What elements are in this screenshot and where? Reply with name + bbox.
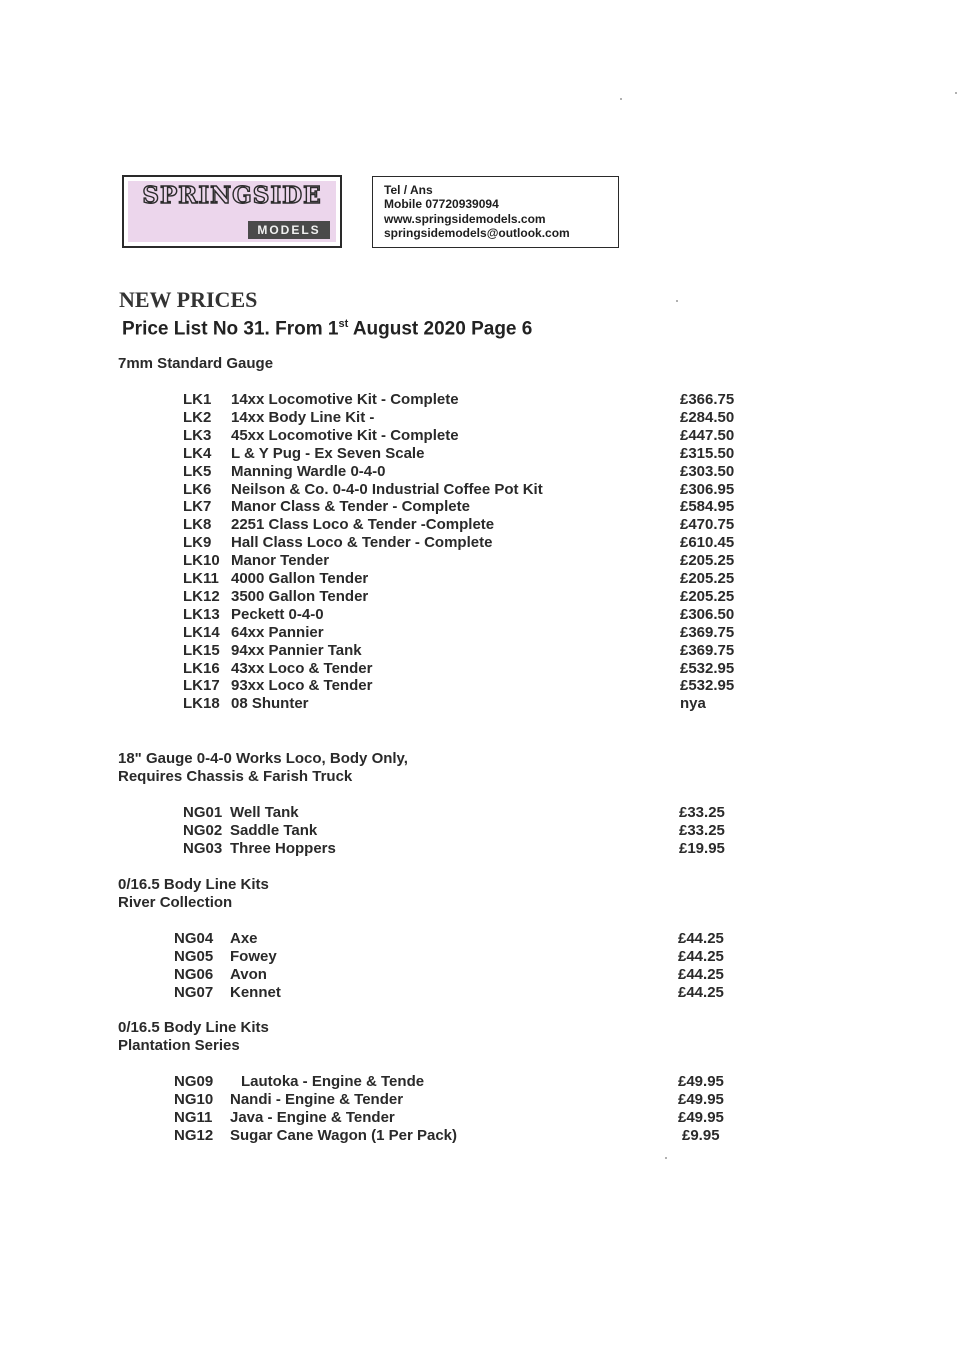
item-code: LK4 (183, 444, 212, 462)
price-row (0, 840, 980, 858)
price-row (0, 427, 980, 445)
item-price: £303.50 (680, 462, 735, 480)
logo-wordmark: SPRINGSIDE (142, 182, 322, 209)
item-price: £205.25 (680, 570, 735, 587)
item-name: 93xx Loco & Tender (231, 677, 373, 695)
item-price: £33.25 (679, 822, 725, 839)
item-code: NG11 (174, 1109, 213, 1126)
item-code: LK1 (183, 391, 212, 408)
item-name: 2251 Class Loco & Tender -Complete (231, 516, 495, 534)
item-price: £447.50 (680, 426, 735, 444)
item-name: Nandi - Engine & Tender (230, 1091, 404, 1108)
item-price: £366.75 (680, 391, 735, 408)
item-price: £610.45 (680, 534, 735, 552)
price-row (0, 445, 980, 463)
item-price: £19.95 (679, 840, 725, 857)
contact-tel: Tel / Ans (384, 183, 433, 197)
item-price: £44.25 (678, 984, 724, 1001)
scan-speck (676, 300, 678, 302)
item-price: £44.25 (678, 966, 724, 983)
price-row (0, 463, 980, 481)
section-title-body-line-kits-plantation: 0/16.5 Body Line Kits (118, 1019, 269, 1036)
item-price: £44.25 (678, 930, 724, 947)
item-code: LK18 (183, 695, 220, 713)
item-name: 14xx Body Line Kit - (231, 408, 375, 426)
item-price: £470.75 (680, 516, 735, 534)
item-price: £49.95 (678, 1073, 724, 1090)
item-name: Neilson & Co. 0-4-0 Industrial Coffee Pot Kit (231, 480, 543, 498)
item-name: 3500 Gallon Tender (231, 587, 369, 605)
item-name: 08 Shunter (231, 695, 309, 713)
price-row (0, 677, 980, 695)
price-row (0, 804, 980, 822)
price-row (0, 516, 980, 534)
item-code: LK10 (183, 552, 220, 570)
price-row (0, 642, 980, 660)
price-row (0, 1127, 980, 1145)
section-title-works-loco: 18" Gauge 0-4-0 Works Loco, Body Only, (118, 750, 408, 767)
item-name: Sugar Cane Wagon (1 Per Pack) (230, 1127, 458, 1144)
price-row (0, 930, 980, 948)
logo-models-label: MODELS (248, 221, 330, 239)
item-name: 64xx Pannier (231, 623, 324, 641)
item-name: Fowey (230, 948, 277, 965)
item-price: £315.50 (680, 444, 735, 462)
item-name: Lautoka - Engine & Tende (241, 1073, 425, 1090)
price-row (0, 391, 980, 409)
item-code: NG07 (174, 984, 214, 1001)
item-name: Kennet (230, 984, 281, 1001)
contact-website: www.springsidemodels.com (384, 211, 546, 226)
item-code: NG03 (183, 840, 223, 857)
price-row (0, 534, 980, 552)
item-price: £369.75 (680, 623, 735, 641)
item-name: 43xx Loco & Tender (231, 659, 373, 677)
item-code: LK14 (183, 623, 220, 641)
item-price: £306.50 (680, 605, 735, 623)
item-price: £532.95 (680, 659, 735, 677)
section-subtitle-plantation-series: Plantation Series (118, 1037, 240, 1054)
scan-speck (620, 98, 622, 100)
price-row (0, 552, 980, 570)
item-code: LK13 (183, 605, 220, 623)
item-price: £532.95 (680, 677, 735, 695)
item-price: £49.95 (678, 1109, 724, 1126)
contact-box (372, 176, 619, 248)
price-row (0, 984, 980, 1002)
item-price: £205.25 (680, 587, 735, 605)
item-code: NG10 (174, 1091, 214, 1108)
item-code: LK17 (183, 677, 220, 695)
price-row (0, 606, 980, 624)
subheading-part1: Price List No 31. From 1 (122, 318, 339, 340)
price-row (0, 498, 980, 516)
item-price: £306.95 (680, 480, 735, 498)
page-subheading (122, 318, 532, 340)
item-code: LK6 (183, 480, 212, 498)
item-code: NG12 (174, 1127, 214, 1144)
item-name: 94xx Pannier Tank (231, 641, 362, 659)
price-row (0, 1109, 980, 1127)
item-name: Avon (230, 966, 267, 983)
item-name: Manning Wardle 0-4-0 (231, 462, 386, 480)
item-code: NG01 (183, 804, 223, 821)
price-row (0, 695, 980, 713)
item-code: LK12 (183, 587, 220, 605)
item-name: 45xx Locomotive Kit - Complete (231, 426, 459, 444)
item-price: nya (680, 695, 706, 713)
item-price: £284.50 (680, 408, 735, 426)
price-row (0, 660, 980, 678)
item-code: LK15 (183, 641, 220, 659)
item-code: NG04 (174, 930, 214, 947)
price-row (0, 822, 980, 840)
item-name: Axe (230, 930, 258, 947)
scan-speck (955, 92, 957, 94)
section-title-body-line-kits-river: 0/16.5 Body Line Kits (118, 876, 269, 893)
item-code: LK5 (183, 462, 212, 480)
item-name: Manor Tender (231, 552, 330, 570)
price-row (0, 570, 980, 588)
item-name: Java - Engine & Tender (230, 1109, 395, 1126)
item-price: £369.75 (680, 641, 735, 659)
item-name: Saddle Tank (230, 822, 318, 839)
item-price: £49.95 (678, 1091, 724, 1108)
item-code: LK8 (183, 516, 212, 534)
item-code: LK3 (183, 426, 212, 444)
item-code: NG02 (183, 822, 223, 839)
price-row (0, 409, 980, 427)
item-code: NG05 (174, 948, 214, 965)
section-title-standard-gauge: 7mm Standard Gauge (118, 355, 274, 372)
item-code: NG09 (174, 1073, 214, 1090)
item-code: LK2 (183, 408, 212, 426)
item-price: £9.95 (682, 1127, 720, 1144)
contact-email: springsidemodels@outlook.com (384, 226, 570, 241)
section-subtitle-river-collection: River Collection (118, 894, 233, 911)
page-heading: NEW PRICES (119, 287, 258, 312)
price-row (0, 966, 980, 984)
price-row (0, 948, 980, 966)
item-price: £205.25 (680, 552, 735, 570)
item-name: Well Tank (230, 804, 299, 821)
item-code: LK11 (183, 570, 219, 587)
item-price: £44.25 (678, 948, 724, 965)
item-name: Hall Class Loco & Tender - Complete (231, 534, 493, 552)
item-name: 4000 Gallon Tender (231, 570, 369, 587)
price-row (0, 624, 980, 642)
item-code: LK7 (183, 498, 212, 516)
item-name: Three Hoppers (230, 840, 336, 857)
item-price: £584.95 (680, 498, 735, 516)
item-code: LK9 (183, 534, 212, 552)
subheading-sup: st (338, 318, 349, 330)
contact-mobile: Mobile 07720939094 (384, 197, 499, 212)
item-name: 14xx Locomotive Kit - Complete (231, 391, 459, 408)
item-code: NG06 (174, 966, 214, 983)
item-price: £33.25 (679, 804, 725, 821)
subheading-part2: August 2020 Page 6 (348, 318, 533, 340)
item-code: LK16 (183, 659, 220, 677)
price-row (0, 1091, 980, 1109)
springside-logo (122, 175, 342, 248)
price-row (0, 481, 980, 499)
item-name: Peckett 0-4-0 (231, 605, 324, 623)
item-name: Manor Class & Tender - Complete (231, 498, 470, 516)
price-row (0, 588, 980, 606)
price-row (0, 1073, 980, 1091)
section-subtitle-works-loco: Requires Chassis & Farish Truck (118, 768, 353, 785)
item-name: L & Y Pug - Ex Seven Scale (231, 444, 425, 462)
scan-speck (665, 1157, 667, 1159)
